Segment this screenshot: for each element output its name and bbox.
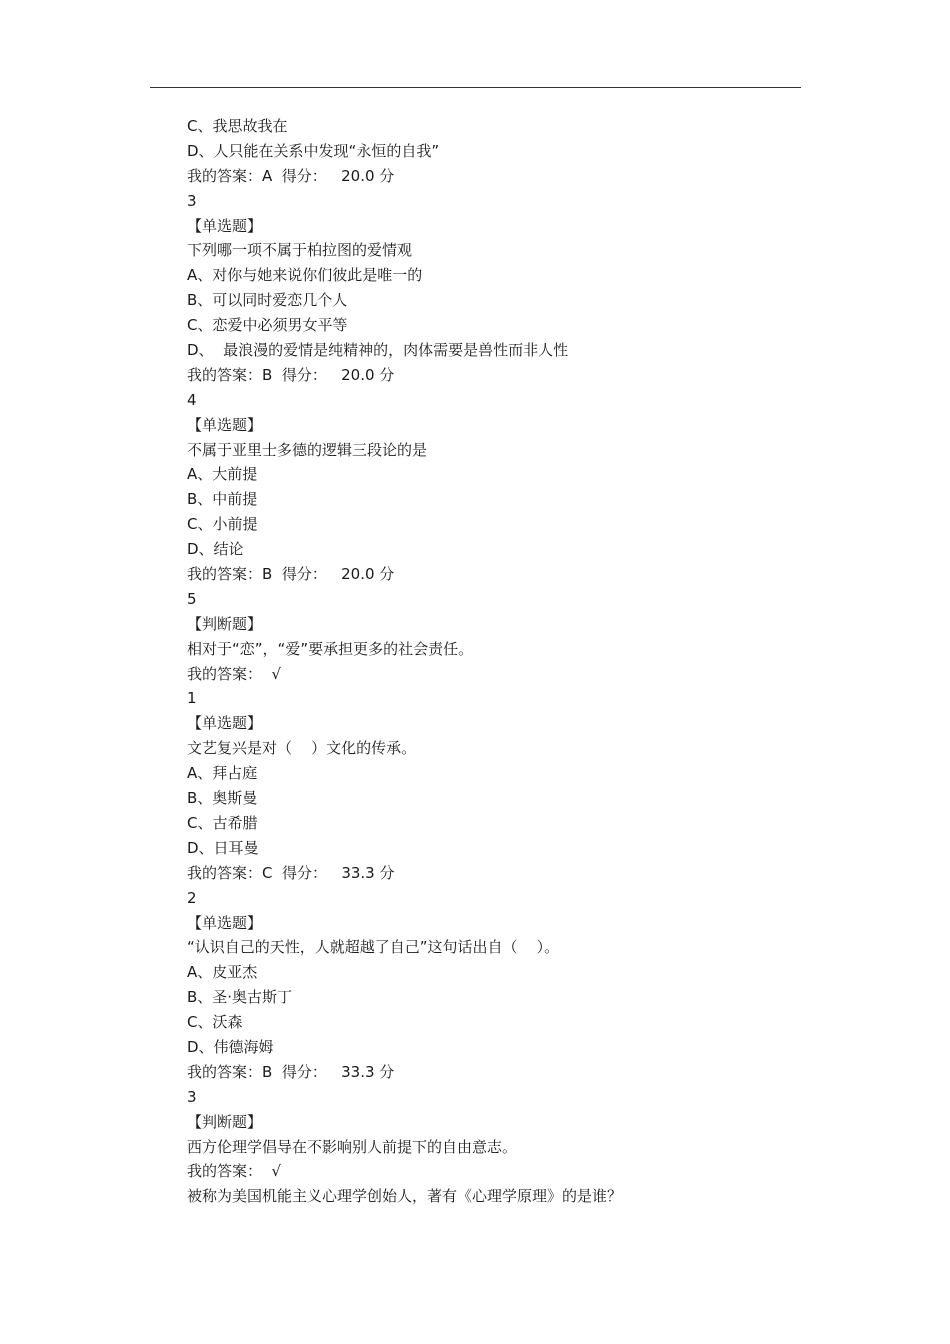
option-line: C、恋爱中必须男女平等	[187, 316, 348, 335]
question-type: 【单选题】	[187, 216, 263, 235]
option-line: B、可以同时爱恋几个人	[187, 291, 348, 310]
header-rule	[150, 87, 801, 88]
question-number: 4	[187, 390, 197, 409]
question-number: 5	[187, 589, 197, 608]
question-number: 3	[187, 1087, 197, 1106]
question-text: 相对于“恋”，“爱”要承担更多的社会责任。	[187, 639, 474, 658]
answer-line: 我的答案：B 得分： 20.0 分	[187, 365, 395, 384]
text-line: C、我思故我在	[187, 117, 288, 135]
option-line: D、 最浪漫的爱情是纯精神的，肉体需要是兽性而非人性	[187, 341, 569, 360]
option-line: A、皮亚杰	[187, 963, 258, 982]
question-text: “认识自己的天性，人就超越了自己”这句话出自（ ）。	[187, 938, 560, 957]
question-text: 不属于亚里士多德的逻辑三段论的是	[187, 440, 428, 459]
question-type: 【单选题】	[187, 415, 263, 434]
question-text: 下列哪一项不属于柏拉图的爱情观	[187, 241, 413, 260]
option-line: A、大前提	[187, 465, 258, 484]
question-number: 3	[187, 191, 197, 210]
answer-line: 我的答案：A 得分： 20.0 分	[187, 166, 395, 185]
question-text: 西方伦理学倡导在不影响别人前提下的自由意志。	[187, 1137, 518, 1156]
option-line: C、沃森	[187, 1013, 243, 1032]
question-type: 【判断题】	[187, 1112, 263, 1131]
option-line: B、中前提	[187, 490, 258, 509]
option-line: B、奥斯曼	[187, 789, 258, 808]
question-type: 【单选题】	[187, 714, 263, 733]
text-line: D、人只能在关系中发现“永恒的自我”	[187, 141, 440, 160]
option-line: C、小前提	[187, 515, 258, 534]
question-text: 文艺复兴是对（ ）文化的传承。	[187, 739, 417, 758]
question-text: 被称为美国机能主义心理学创始人，著有《心理学原理》的是谁？	[187, 1187, 623, 1206]
answer-line: 我的答案：B 得分： 33.3 分	[187, 1062, 395, 1081]
question-type: 【单选题】	[187, 913, 263, 932]
answer-line: 我的答案：C 得分： 33.3 分	[187, 863, 395, 882]
document-body	[187, 114, 807, 1209]
question-number: 1	[187, 689, 197, 708]
option-line: A、对你与她来说你们彼此是唯一的	[187, 266, 423, 285]
option-line: A、拜占庭	[187, 764, 258, 783]
answer-line: 我的答案： √	[187, 664, 282, 683]
option-line: B、圣·奥古斯丁	[187, 988, 293, 1007]
question-number: 2	[187, 888, 197, 907]
option-line: D、伟德海姆	[187, 1037, 274, 1056]
answer-line: 我的答案： √	[187, 1162, 282, 1181]
option-line: C、古希腊	[187, 813, 258, 832]
option-line: D、结论	[187, 540, 244, 559]
option-line: D、日耳曼	[187, 838, 259, 857]
question-type: 【判断题】	[187, 614, 263, 633]
answer-line: 我的答案：B 得分： 20.0 分	[187, 565, 395, 584]
